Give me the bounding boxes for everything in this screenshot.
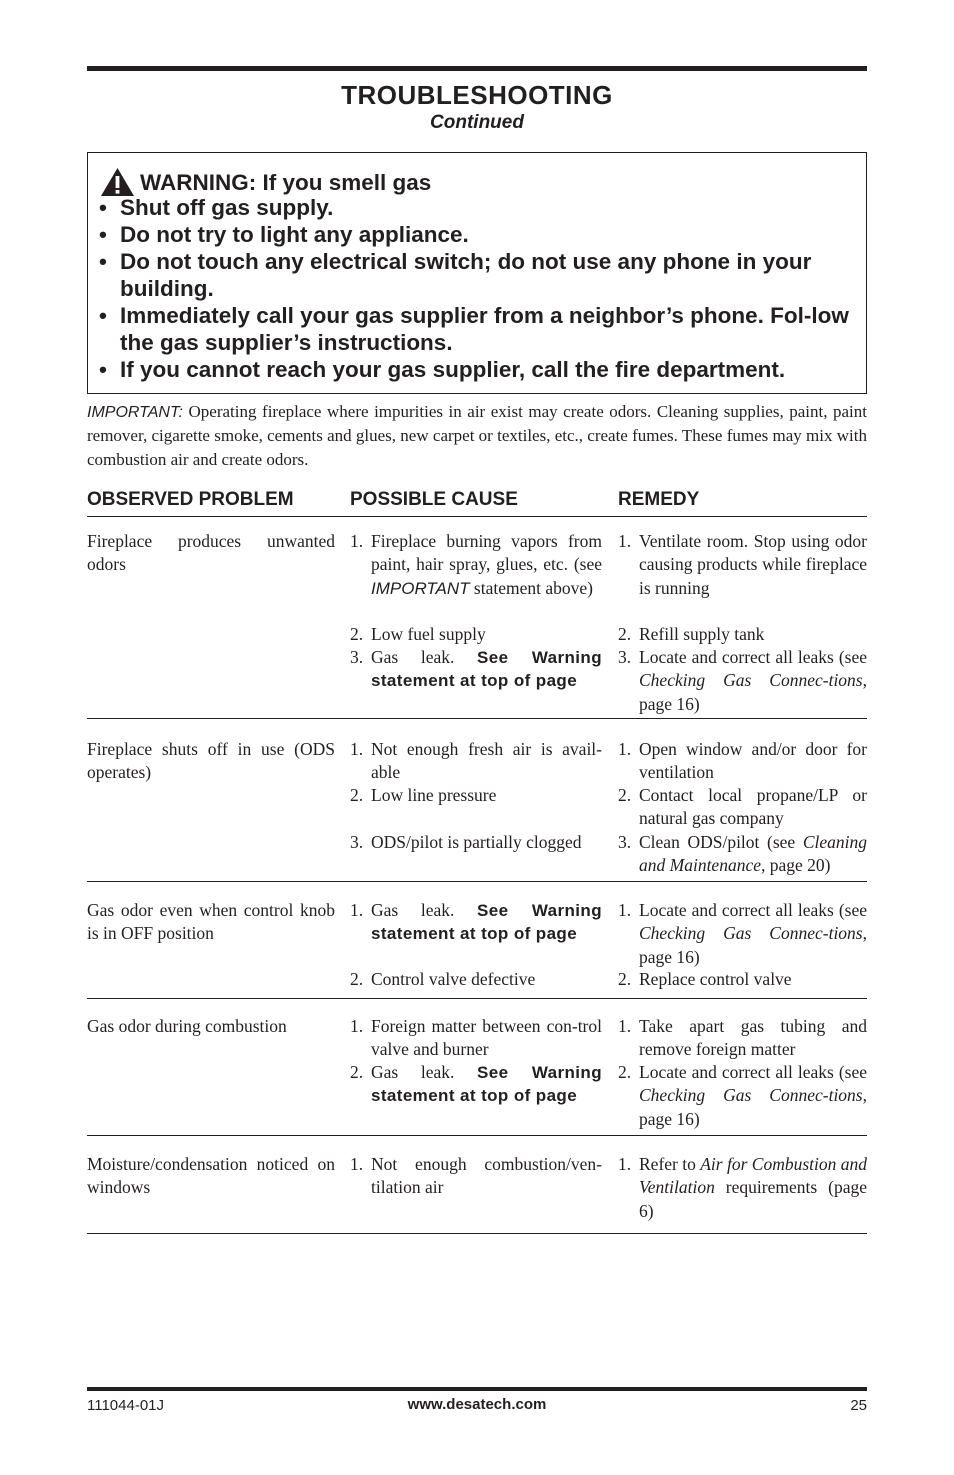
item-number: 1. <box>618 900 632 920</box>
remedy-cell <box>618 968 867 991</box>
warning-item: • Immediately call your gas supplier from a neighbor’s phone. Fol-low the gas supplier’s instructions. <box>99 303 849 355</box>
possible-cause: 2. Low fuel supply <box>350 623 602 646</box>
possible-cause: 2. Control valve defective <box>350 968 602 991</box>
observed-problem: Gas odor during combustion <box>87 1016 287 1036</box>
item-number: 1. <box>350 1016 364 1036</box>
table-row <box>87 1005 867 1136</box>
warning-box <box>87 152 867 394</box>
possible-cause-cell <box>350 646 602 693</box>
table-row <box>87 1143 867 1234</box>
page-title: TROUBLESHOOTING <box>341 80 613 110</box>
table-row <box>87 728 867 882</box>
table-row <box>87 889 867 999</box>
remedy: 1. Ventilate room. Stop using odor causing products while fireplace is running <box>618 531 867 598</box>
possible-cause-cell <box>350 1061 602 1108</box>
see-warning-reference: See Warning statement at top of page <box>371 648 602 691</box>
remedy: 2. Contact local propane/LP or natural gas company <box>618 785 867 829</box>
possible-cause-cell <box>350 1015 602 1062</box>
page-number: 25 <box>850 1397 867 1414</box>
remedy: 1. Refer to Air for Combustion and Ventilation requirements (page 6) <box>618 1154 867 1221</box>
possible-cause-cell <box>350 968 602 991</box>
italic-reference: Air for Combustion and Ventilation <box>639 1154 867 1198</box>
observed-problem: Moisture/condensation noticed on windows <box>87 1154 335 1198</box>
remedy-cell <box>618 899 867 969</box>
italic-reference: IMPORTANT <box>371 578 470 598</box>
item-number: 2. <box>618 785 632 805</box>
possible-cause: 1. Fireplace burning vapors from paint, hair spray, glues, etc. (see IMPORTANT statement above) <box>350 531 602 598</box>
remedy: 2. Locate and correct all leaks (see Checking Gas Connec-tions, page 16) <box>618 1062 867 1129</box>
item-number: 1. <box>618 739 632 759</box>
remedy: 2. Replace control valve <box>618 968 867 991</box>
item-number: 1. <box>618 531 632 551</box>
remedy: 3. Clean ODS/pilot (see Cleaning and Maintenance, page 20) <box>618 832 867 876</box>
website-link[interactable]: www.desatech.com <box>407 1396 547 1413</box>
warning-triangle-icon <box>100 167 135 197</box>
remedy-cell <box>618 623 867 646</box>
item-number: 3. <box>618 647 632 667</box>
possible-cause-cell <box>350 784 602 807</box>
warning-item: • Shut off gas supply. <box>99 195 334 220</box>
document-number: 111044-01J <box>87 1397 165 1414</box>
remedy-cell <box>618 1153 867 1223</box>
remedy: 2. Refill supply tank <box>618 623 867 646</box>
possible-cause-cell <box>350 899 602 946</box>
remedy-cell <box>618 1015 867 1062</box>
italic-reference: Checking Gas Connec-tions <box>639 670 863 691</box>
item-number: 1. <box>618 1016 632 1036</box>
item-number: 1. <box>350 900 364 920</box>
header-remedy: REMEDY <box>618 489 700 510</box>
possible-cause: 1. Not enough combustion/ven-tilation air <box>350 1154 602 1198</box>
warning-heading-row <box>100 167 431 197</box>
possible-cause: 3. ODS/pilot is partially clogged <box>350 831 602 854</box>
remedy: 1. Take apart gas tubing and remove foreign matter <box>618 1016 867 1060</box>
possible-cause-cell <box>350 623 602 646</box>
item-number: 3. <box>350 832 364 852</box>
possible-cause: 1. Not enough fresh air is avail-able <box>350 739 602 783</box>
top-rule <box>87 66 867 71</box>
possible-cause-cell <box>350 738 602 785</box>
italic-reference: Checking Gas Connec-tions <box>639 923 863 944</box>
item-number: 3. <box>350 647 364 667</box>
item-number: 2. <box>618 1062 632 1082</box>
table-row <box>87 520 867 719</box>
item-number: 2. <box>618 969 632 989</box>
header-observed-problem: OBSERVED PROBLEM <box>87 489 294 510</box>
item-number: 2. <box>618 624 632 644</box>
item-number: 3. <box>618 832 632 852</box>
possible-cause: 2. Gas leak. See Warning statement at top of page <box>350 1062 602 1106</box>
remedy-cell <box>618 831 867 878</box>
warning-heading: WARNING: If you smell gas <box>140 169 432 195</box>
item-number: 1. <box>350 1154 364 1174</box>
remedy: 1. Locate and correct all leaks (see Checking Gas Connec-tions, page 16) <box>618 900 867 967</box>
see-warning-reference: See Warning statement at top of page <box>371 1063 602 1106</box>
see-warning-reference: See Warning statement at top of page <box>371 901 602 944</box>
item-number: 2. <box>350 969 364 989</box>
remedy: 1. Open window and/or door for ventilation <box>618 739 867 783</box>
remedy: 3. Locate and correct all leaks (see Checking Gas Connec-tions, page 16) <box>618 647 867 714</box>
item-number: 2. <box>350 1062 364 1082</box>
italic-reference: Checking Gas Connec-tions <box>639 1085 863 1106</box>
possible-cause-cell <box>350 831 602 854</box>
important-label: IMPORTANT: <box>87 404 183 421</box>
warning-list <box>99 194 859 383</box>
warning-item: • Do not try to light any appliance. <box>99 222 469 247</box>
header-possible-cause: POSSIBLE CAUSE <box>350 489 518 510</box>
important-text: Operating fireplace where impurities in air exist may create odors. Cleaning supplies, paint, paint remover, cigarette smoke, cements and glues, new carpet or textiles, etc., create fumes. These fumes may mix with combustion air and create odors. <box>87 402 867 469</box>
possible-cause: 1. Gas leak. See Warning statement at top of page <box>350 900 602 944</box>
item-number: 2. <box>350 785 364 805</box>
table-header <box>87 486 867 517</box>
possible-cause-cell <box>350 1153 602 1200</box>
item-number: 1. <box>350 739 364 759</box>
item-number: 1. <box>350 531 364 551</box>
possible-cause: 2. Low line pressure <box>350 784 602 807</box>
remedy-cell <box>618 1061 867 1131</box>
important-note <box>87 400 867 471</box>
possible-cause-cell <box>350 530 602 600</box>
bottom-rule <box>87 1387 867 1391</box>
observed-problem: Fireplace produces unwanted odors <box>87 531 335 575</box>
warning-item: • If you cannot reach your gas supplier, call the fire department. <box>99 357 786 382</box>
possible-cause: 3. Gas leak. See Warning statement at top of page <box>350 647 602 691</box>
page-subtitle: Continued <box>430 112 524 133</box>
observed-problem: Gas odor even when control knob is in OFF position <box>87 900 335 944</box>
remedy-cell <box>618 646 867 716</box>
item-number: 2. <box>350 624 364 644</box>
observed-problem: Fireplace shuts off in use (ODS operates) <box>87 739 335 783</box>
possible-cause: 1. Foreign matter between con-trol valve and burner <box>350 1016 602 1060</box>
remedy-cell <box>618 530 867 600</box>
remedy-cell <box>618 784 867 831</box>
italic-reference: Cleaning and Maintenance, <box>639 832 867 876</box>
warning-item: • Do not touch any electrical switch; do not use any phone in your building. <box>99 249 812 301</box>
remedy-cell <box>618 738 867 785</box>
item-number: 1. <box>618 1154 632 1174</box>
